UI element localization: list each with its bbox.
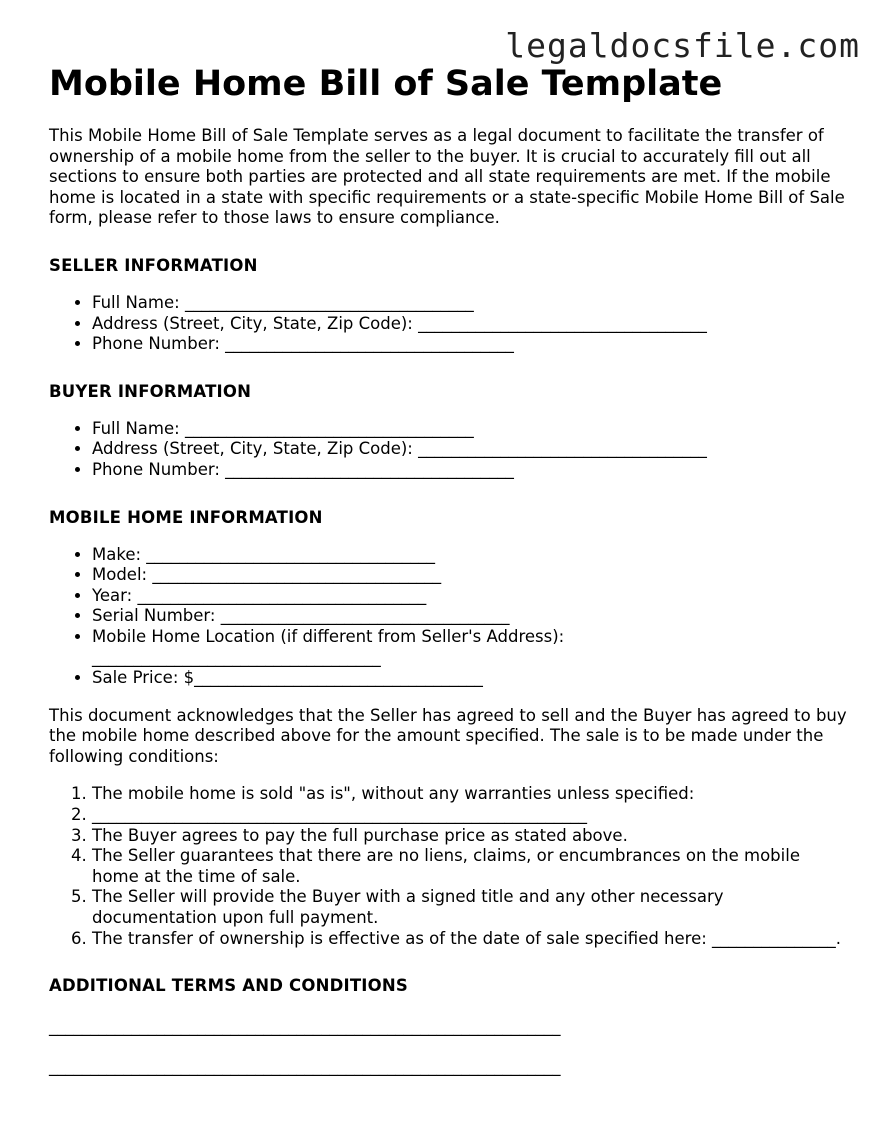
additional-terms-line: ______________________________________________________________ <box>49 1017 561 1037</box>
document-page <box>49 62 849 1077</box>
watermark: legaldocsfile.com <box>505 26 860 65</box>
condition-item: 4. The Seller guarantees that there are no liens, claims, or encumbrances on the mobile home at the time of sale. <box>92 846 849 887</box>
document-title: Mobile Home Bill of Sale Template <box>49 64 723 104</box>
buyer-list <box>49 419 849 481</box>
buyer-heading: BUYER INFORMATION <box>49 381 252 401</box>
additional-terms-heading: ADDITIONAL TERMS AND CONDITIONS <box>49 976 408 996</box>
model-field: • Model: ___________________________________ <box>92 565 849 586</box>
seller-heading: SELLER INFORMATION <box>49 255 258 275</box>
condition-item: 3. The Buyer agrees to pay the full purchase price as stated above. <box>92 826 849 847</box>
acknowledgement-paragraph: This document acknowledges that the Seller has agreed to sell and the Buyer has agreed to buy the mobile home described above for the amount specified. The sale is to be made under the following conditions: <box>49 705 847 766</box>
conditions-list <box>49 784 849 949</box>
intro-paragraph: This Mobile Home Bill of Sale Template serves as a legal document to facilitate the transfer of ownership of a mobile home from the seller to the buyer. It is crucial to accurately fill out all sections to ensure both parties are protected and all state requirements are met. If the mobile home is located in a state with specific requirements or a state-specific Mobile Home Bill of Sale form, please refer to those laws to ensure compliance. <box>49 126 845 228</box>
seller-address-field: • Address (Street, City, State, Zip Code): ___________________________________ <box>92 314 849 335</box>
sale-price-field: • Sale Price: $___________________________________ <box>92 668 849 689</box>
seller-phone-field: • Phone Number: ___________________________________ <box>92 334 849 355</box>
condition-item: 5. The Seller will provide the Buyer with a signed title and any other necessary documentation upon full payment. <box>92 887 849 928</box>
mobile-home-heading: MOBILE HOME INFORMATION <box>49 507 323 527</box>
condition-item: 2. ____________________________________________________________ <box>92 805 849 826</box>
seller-list <box>49 293 849 355</box>
buyer-address-field: • Address (Street, City, State, Zip Code): ___________________________________ <box>92 439 849 460</box>
serial-number-field: • Serial Number: ___________________________________ <box>92 606 849 627</box>
additional-terms-line: ______________________________________________________________ <box>49 1057 561 1077</box>
buyer-phone-field: • Phone Number: ___________________________________ <box>92 460 849 481</box>
location-field: • Mobile Home Location (if different from Seller's Address): ___________________________________ <box>92 627 849 668</box>
condition-item: 6. The transfer of ownership is effective as of the date of sale specified here: _______________. <box>92 929 849 950</box>
condition-item: 1. The mobile home is sold "as is", without any warranties unless specified: <box>92 784 849 805</box>
seller-full-name-field: • Full Name: ___________________________________ <box>92 293 849 314</box>
year-field: • Year: ___________________________________ <box>92 586 849 607</box>
make-field: • Make: ___________________________________ <box>92 545 849 566</box>
mobile-home-list <box>49 545 849 689</box>
buyer-full-name-field: • Full Name: ___________________________________ <box>92 419 849 440</box>
